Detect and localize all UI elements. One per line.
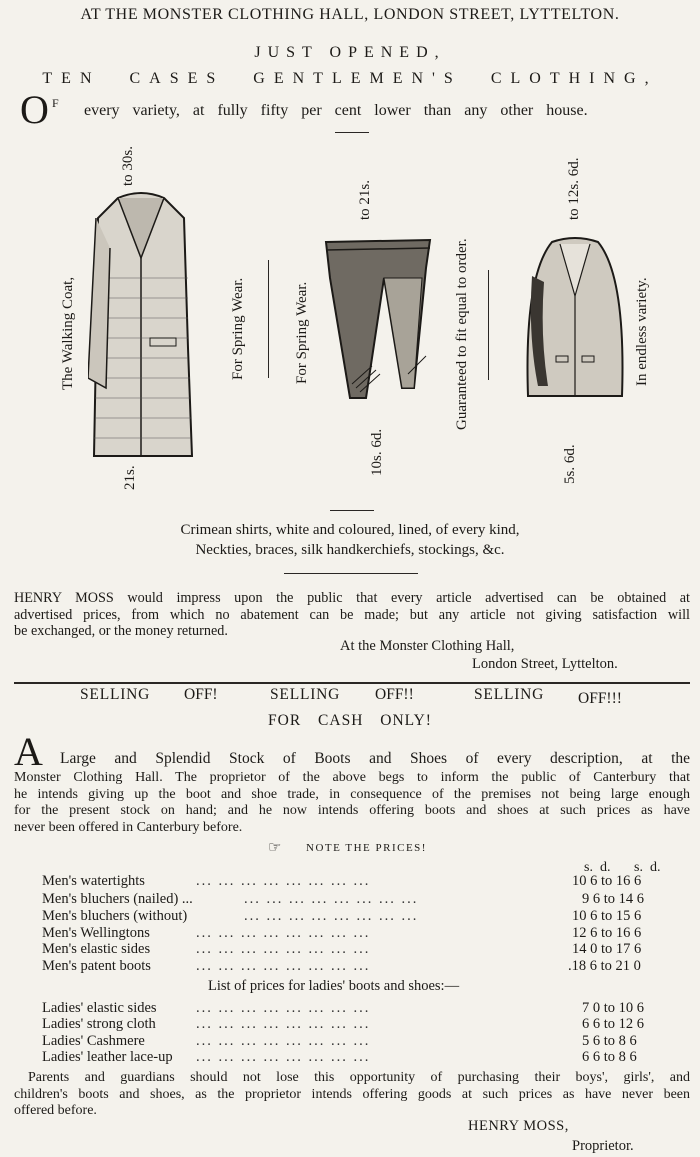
trousers-price: 10s. 6d.	[369, 428, 385, 476]
divider	[335, 132, 369, 133]
header-line: AT THE MONSTER CLOTHING HALL, LONDON STREET, LYTTELTON.	[80, 6, 620, 23]
item-price: .18 6 to 21 0	[568, 958, 641, 974]
item-price: 10 6 to 15 6	[572, 908, 642, 924]
shirts-line2: Neckties, braces, silk handkerchiefs, stockings, &c.	[195, 542, 505, 558]
price-row	[0, 891, 700, 909]
boots-line: never been offered in Canterbury before.	[14, 819, 243, 835]
item-price: 6 6 to 12 6	[582, 1016, 645, 1032]
boots-paragraph	[14, 770, 690, 836]
pointing-hand-icon: ☞	[268, 840, 282, 856]
item-price: 10 6 to 16 6	[572, 873, 642, 889]
vest-price: 5s. 6d.	[562, 444, 578, 484]
item-name: Ladies' Cashmere	[42, 1033, 145, 1049]
price-row	[0, 941, 700, 959]
boots-line: Monster Clothing Hall. The proprietor of the above begs to inform the public of Canterbury that	[14, 770, 690, 785]
coat-upper-price: to 30s.	[120, 145, 136, 186]
price-row	[0, 908, 700, 926]
price-row	[0, 958, 700, 976]
address-line1: At the Monster Clothing Hall,	[340, 638, 515, 654]
item-price: 5 6 to 8 6	[582, 1033, 637, 1049]
item-price: 14 0 to 17 6	[572, 941, 642, 957]
drop-cap-sup: F	[52, 96, 59, 110]
item-name: Ladies' leather lace-up	[42, 1049, 173, 1065]
item-name: Ladies' strong cloth	[42, 1016, 156, 1032]
coat-label: The Walking Coat,	[60, 276, 76, 390]
for-cash-only: FOR CASH ONLY!	[268, 712, 432, 729]
item-name: Men's patent boots	[42, 958, 151, 974]
price-row	[0, 873, 700, 891]
dot-leader: ... ... ... ... ... ... ... ...	[196, 873, 371, 889]
item-name: Men's Wellingtons	[42, 925, 150, 941]
moss-line: HENRY MOSS would impress upon the public that every article advertised can be obtained at	[14, 590, 690, 606]
dot-leader: ... ... ... ... ... ... ... ...	[196, 941, 371, 957]
shirts-line1: Crimean shirts, white and coloured, lined, of every kind,	[180, 522, 520, 538]
coat-spring-wear: For Spring Wear.	[230, 277, 246, 380]
signature-name: HENRY MOSS,	[468, 1118, 569, 1134]
item-price: 7 0 to 10 6	[582, 1000, 645, 1016]
trousers-spring-wear: For Spring Wear.	[294, 281, 310, 384]
just-opened: JUST OPENED,	[254, 44, 446, 61]
walking-coat-illustration	[88, 188, 194, 460]
boots-line: for the present stock on hand; and he now intends offering boots and shoes at such prices as have	[14, 803, 690, 818]
col-d2: d.	[650, 860, 661, 875]
dot-leader: ... ... ... ... ... ... ... ...	[244, 891, 419, 907]
dot-leader: ... ... ... ... ... ... ... ...	[196, 1033, 371, 1049]
dot-leader: ... ... ... ... ... ... ... ...	[196, 1000, 371, 1016]
section-rule	[14, 682, 690, 684]
drop-cap-o: O	[20, 87, 49, 132]
item-name: Men's elastic sides	[42, 941, 151, 957]
trousers-illustration	[322, 238, 434, 402]
selling-1: SELLING	[80, 686, 151, 703]
ladies-heading: List of prices for ladies' boots and shoes:—	[208, 978, 460, 994]
dot-leader: ... ... ... ... ... ... ... ...	[196, 1049, 371, 1065]
col-s2: s.	[634, 860, 643, 875]
divider	[330, 510, 374, 511]
parents-line: children's boots and shoes, as the proprietor intends offering goods at such prices as have never been	[14, 1086, 690, 1102]
moss-notice	[14, 590, 690, 640]
divider-vertical	[268, 260, 269, 378]
item-name: Men's bluchers (nailed) ...	[42, 891, 193, 907]
item-price: 6 6 to 8 6	[582, 1049, 637, 1065]
col-s: s.	[584, 860, 593, 875]
dot-leader: ... ... ... ... ... ... ... ...	[196, 925, 371, 941]
guarantee-label: Guaranteed to fit equal to order.	[454, 238, 470, 430]
col-d: d.	[600, 860, 611, 875]
off-3: OFF!!!	[578, 690, 622, 707]
price-row	[0, 1016, 700, 1034]
item-name: Men's watertights	[42, 873, 145, 889]
signature-title: Proprietor.	[572, 1138, 634, 1154]
trousers-upper-price: to 21s.	[357, 179, 373, 220]
drop-cap-a: A	[14, 729, 43, 774]
item-price: 9 6 to 14 6	[582, 891, 645, 907]
coat-price: 21s.	[122, 465, 138, 490]
dot-leader: ... ... ... ... ... ... ... ...	[196, 1016, 371, 1032]
ten-cases: TEN CASES GENTLEMEN'S CLOTHING,	[42, 70, 658, 87]
divider-vertical	[488, 270, 489, 380]
parents-line: offered before.	[14, 1103, 97, 1118]
item-price: 12 6 to 16 6	[572, 925, 642, 941]
every-variety: every variety, at fully fifty per cent lower than any other house.	[84, 102, 588, 119]
off-2: OFF!!	[375, 686, 414, 703]
price-row	[0, 1049, 700, 1067]
off-1: OFF!	[184, 686, 218, 703]
item-name: Ladies' elastic sides	[42, 1000, 157, 1016]
parents-line: Parents and guardians should not lose this opportunity of purchasing their boys', girls', and	[28, 1070, 690, 1085]
dot-leader: ... ... ... ... ... ... ... ...	[196, 958, 371, 974]
selling-2: SELLING	[270, 686, 341, 703]
item-name: Men's bluchers (without)	[42, 908, 188, 924]
divider	[284, 573, 418, 574]
moss-line: advertised prices, from which no abatement can be made; but any article not giving satisfaction will	[14, 606, 690, 623]
dot-leader: ... ... ... ... ... ... ... ...	[244, 908, 419, 924]
selling-3: SELLING	[474, 686, 545, 703]
vest-upper-price: to 12s. 6d.	[566, 157, 582, 220]
boots-first-line: Large and Splendid Stock of Boots and Shoes of every description, at the	[60, 750, 690, 767]
vest-illustration	[522, 236, 628, 406]
note-prices: NOTE THE PRICES!	[306, 842, 427, 854]
moss-line: be exchanged, or the money returned.	[14, 623, 228, 639]
parents-paragraph	[14, 1070, 690, 1120]
boots-line: he intends giving up the boot and shoe trade, in consequence of the premises not being large enough	[14, 786, 690, 802]
address-line2: London Street, Lyttelton.	[472, 656, 618, 672]
vest-variety: In endless variety.	[634, 277, 650, 386]
